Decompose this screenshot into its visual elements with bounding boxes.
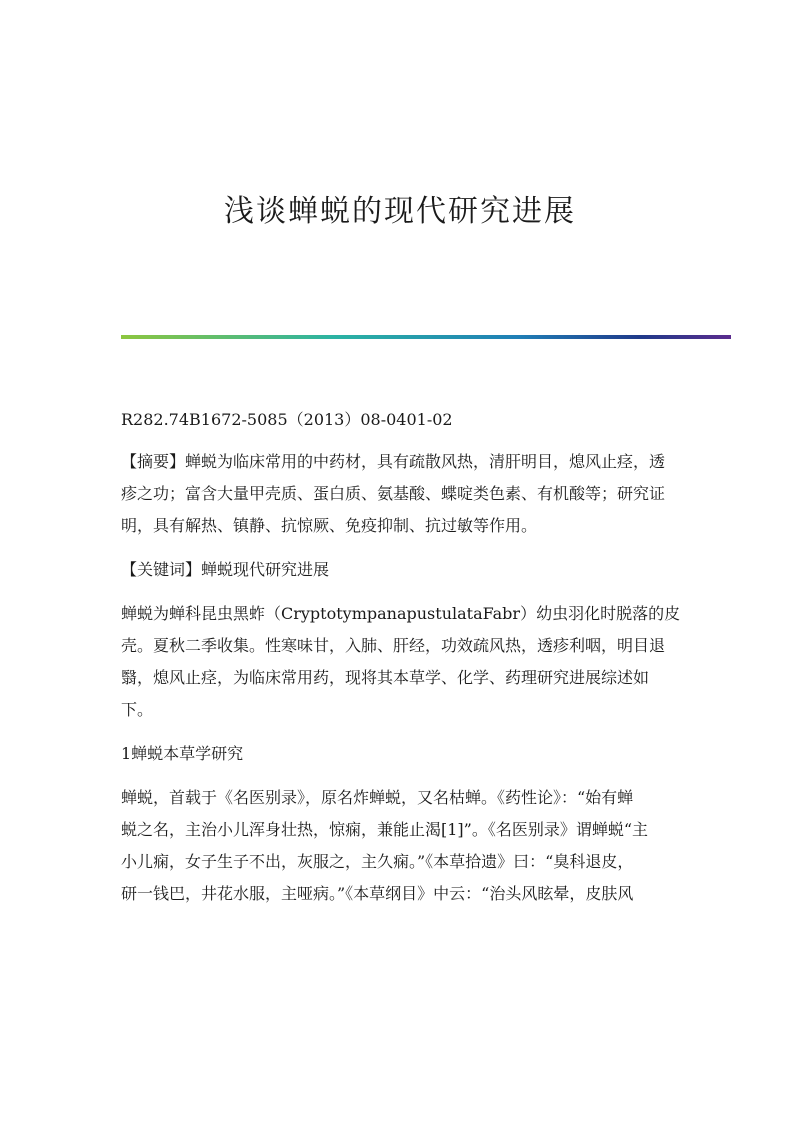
page-title: 浅谈蝉蜕的现代研究进展 [224,194,576,229]
document-body [121,404,681,910]
section1-line: 小儿痫，女子生子不出，灰服之，主久痫。”《本草拾遗》曰：“臭科退皮， [121,852,634,871]
abstract-line: 疹之功；富含大量甲壳质、蛋白质、氨基酸、蝶啶类色素、有机酸等；研究证 [121,484,666,503]
section-heading: 1蝉蜕本草学研究 [121,744,244,763]
section1-paragraph [121,782,666,910]
section1-line: 蜕之名，主治小儿浑身壮热，惊痫，兼能止渴[1]”。《名医别录》谓蝉蜕“主 [121,820,649,839]
title-divider [121,335,731,339]
intro-line: 下。 [121,700,154,719]
abstract-line: 明，具有解热、镇静、抗惊厥、免疫抑制、抗过敏等作用。 [121,516,538,535]
intro-line: 翳，熄风止痉，为临床常用药，现将其本草学、化学、药理研究进展综述如 [121,668,650,687]
keywords-line: 【关键词】蝉蜕现代研究进展 [121,560,330,579]
intro-line: 蝉蜕为蝉科昆虫黑蚱（CryptotympanapustulataFabr）幼虫羽化时脱落的皮 [121,604,681,623]
abstract-line: 【摘要】蝉蜕为临床常用的中药材，具有疏散风热，清肝明目，熄风止痉，透 [121,452,666,471]
intro-line: 壳。夏秋二季收集。性寒味甘，入肺、肝经，功效疏风热，透疹利咽，明目退 [121,636,666,655]
classification-code: R282.74B1672-5085（2013）08-0401-02 [121,410,453,429]
section1-line: 研一钱巴，井花水服，主哑病。”《本草纲目》中云：“治头风眩晕，皮肤风 [121,884,634,903]
intro-paragraph [121,598,681,726]
section1-line: 蝉蜕，首载于《名医别录》，原名炸蝉蜕，又名枯蝉。《药性论》：“始有蝉 [121,788,634,807]
abstract-paragraph [121,446,666,542]
